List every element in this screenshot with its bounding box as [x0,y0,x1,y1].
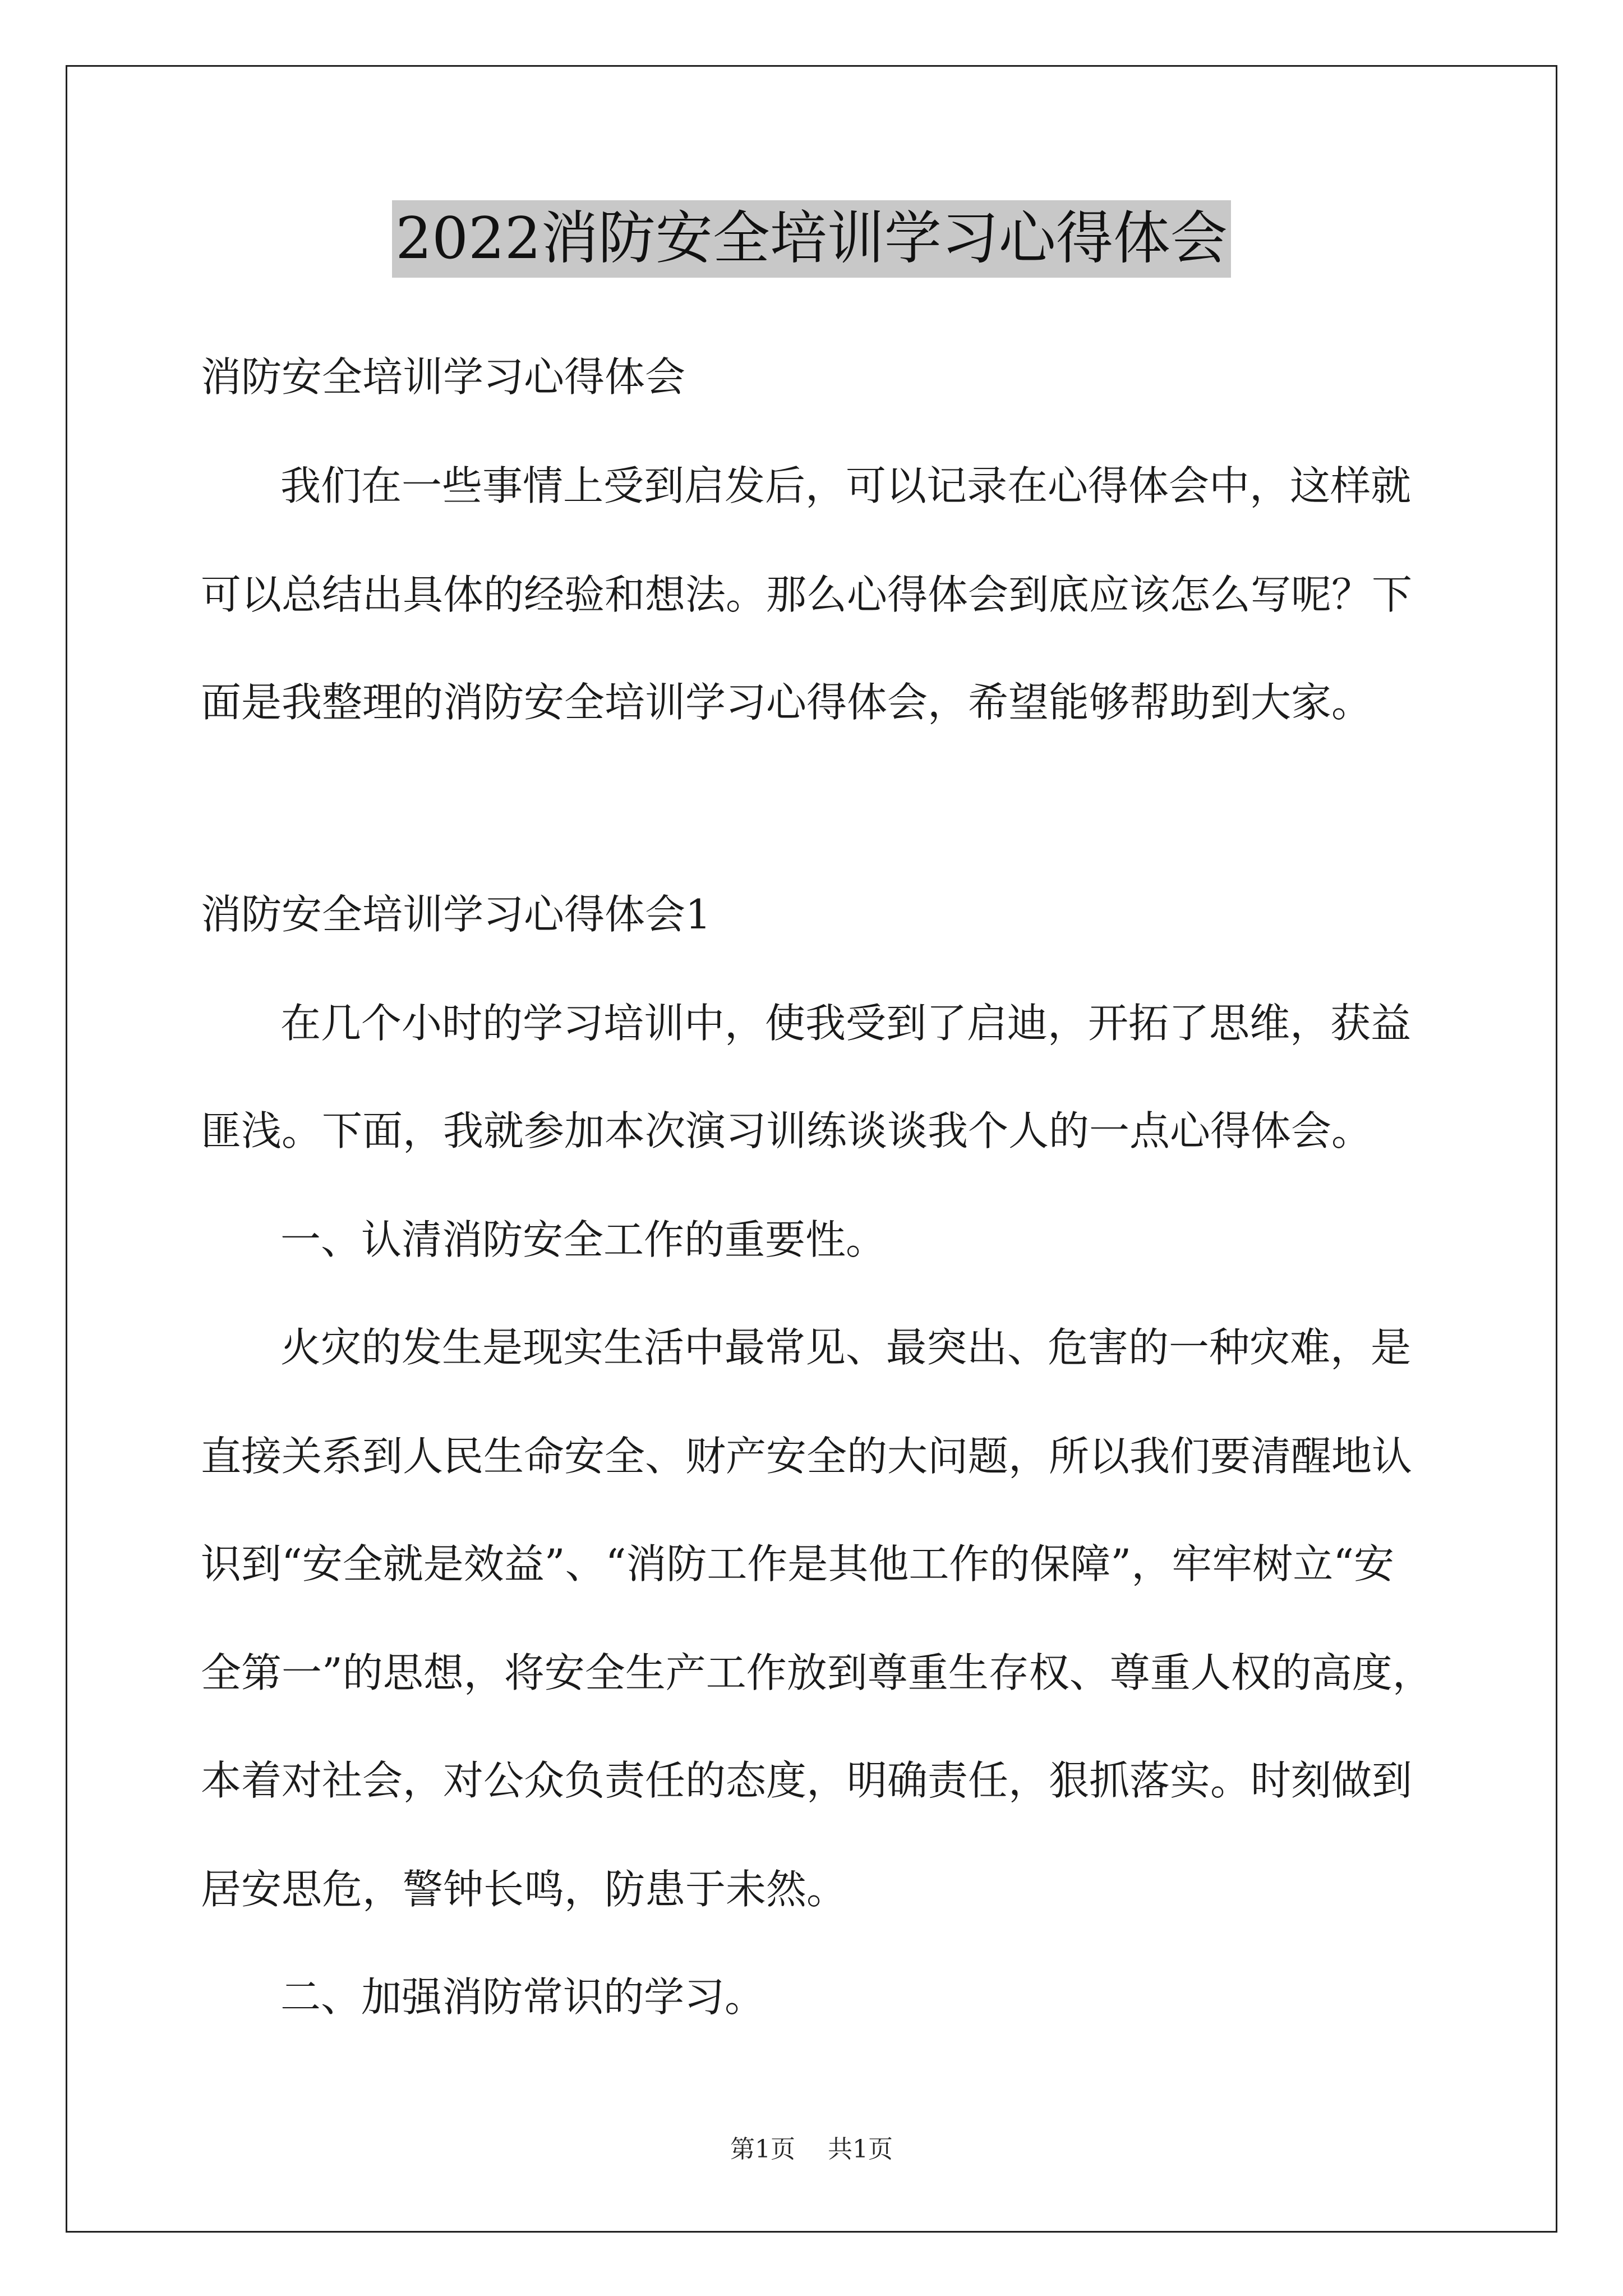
section-heading: 消防安全培训学习心得体会 [201,353,686,401]
subheading-line: 二、加强消防常识的学习。 [280,1973,766,2021]
document-title: 2022消防安全培训学习心得体会 [392,200,1231,278]
paragraph-line: 可以总结出具体的经验和想法。那么心得体会到底应该怎么写呢？下 [201,571,1413,618]
paragraph-line: 居安思危，警钟长鸣，防患于未然。 [201,1866,847,1913]
paragraph-line: 在几个小时的学习培训中，使我受到了启迪，开拓了思维，获益 [280,1000,1412,1047]
paragraph-line: 识到“安全就是效益”、“消防工作是其他工作的保障”，牢牢树立“安 [201,1540,1395,1588]
paragraph-line: 匪浅。下面，我就参加本次演习训练谈谈我个人的一点心得体会。 [201,1107,1372,1154]
title-container [0,200,1623,278]
paragraph-line: 面是我整理的消防安全培训学习心得体会，希望能够帮助到大家。 [201,679,1372,726]
page-number-total: 共1页 [828,2135,893,2164]
paragraph-line: 火灾的发生是现实生活中最常见、最突出、危害的一种灾难，是 [280,1324,1412,1371]
paragraph-line: 我们在一些事情上受到启发后，可以记录在心得体会中，这样就 [280,462,1412,509]
paragraph-line: 直接关系到人民生命安全、财产安全的大问题，所以我们要清醒地认 [201,1433,1413,1480]
page-number-current: 第1页 [730,2135,795,2164]
paragraph-line: 全第一”的思想，将安全生产工作放到尊重生存权、尊重人权的高度， [201,1649,1433,1696]
section-heading: 消防安全培训学习心得体会1 [201,891,711,938]
paragraph-line: 本着对社会，对公众负责任的态度，明确责任，狠抓落实。时刻做到 [201,1757,1413,1804]
subheading-line: 一、认清消防安全工作的重要性。 [280,1216,887,1263]
page-footer [0,2133,1623,2166]
